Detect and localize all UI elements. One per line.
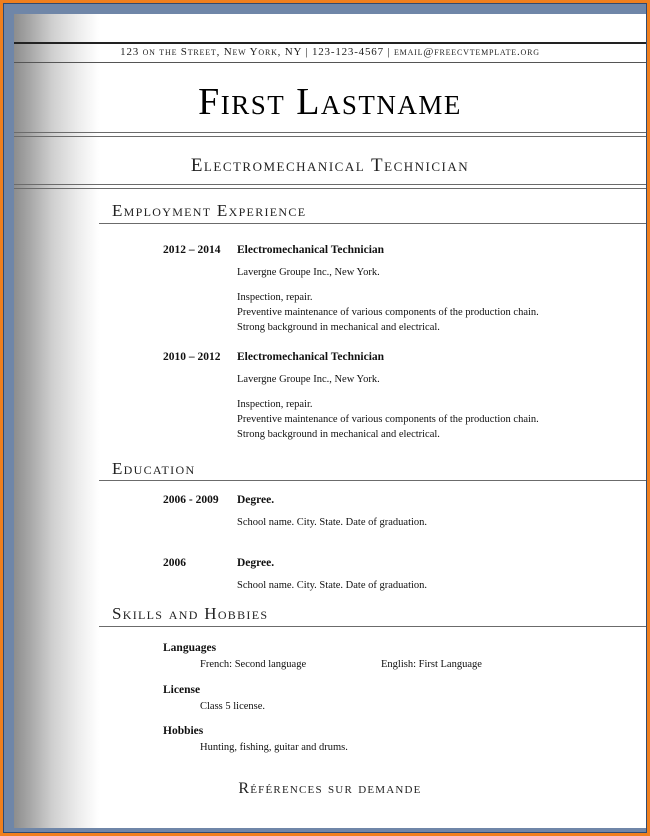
education-details: School name. City. State. Date of graduation. <box>237 580 428 591</box>
job-company: Lavergne Groupe Inc., New York. <box>237 374 380 385</box>
license-value: Class 5 license. <box>200 701 266 712</box>
job-duty: Preventive maintenance of various components of the production chain. <box>237 307 539 318</box>
references-note: Références sur demande <box>238 780 422 797</box>
license-label: License <box>163 684 201 696</box>
job-role: Electromechanical Technician <box>237 244 385 256</box>
education-degree: Degree. <box>237 557 275 569</box>
name-rule-top <box>14 132 646 133</box>
document-frame <box>3 3 647 833</box>
hobbies-label: Hobbies <box>163 725 204 737</box>
job-dates: 2010 – 2012 <box>163 351 221 363</box>
job-role: Electromechanical Technician <box>237 351 385 363</box>
resume-page <box>14 14 646 828</box>
candidate-name: First Lastname <box>198 81 462 123</box>
job-duty: Preventive maintenance of various components of the production chain. <box>237 414 539 425</box>
education-details: School name. City. State. Date of graduation. <box>237 517 428 528</box>
language-item: English: First Language <box>381 659 482 670</box>
job-duty: Inspection, repair. <box>237 292 313 303</box>
job-dates: 2012 – 2014 <box>163 244 221 256</box>
title-rule-top <box>14 184 646 185</box>
title-rule-bottom <box>14 188 646 189</box>
languages-label: Languages <box>163 642 217 654</box>
education-dates: 2006 <box>163 557 186 569</box>
education-dates: 2006 - 2009 <box>163 494 219 506</box>
education-rule <box>99 480 646 481</box>
education-heading: Education <box>112 459 196 478</box>
job-duty: Strong background in mechanical and electrical. <box>237 429 440 440</box>
employment-rule <box>99 223 646 224</box>
skills-rule <box>99 626 646 627</box>
job-title: Electromechanical Technician <box>190 155 470 176</box>
hobbies-value: Hunting, fishing, guitar and drums. <box>200 742 348 753</box>
education-degree: Degree. <box>237 494 275 506</box>
job-company: Lavergne Groupe Inc., New York. <box>237 267 380 278</box>
header-top-rule <box>14 42 646 44</box>
job-duty: Inspection, repair. <box>237 399 313 410</box>
language-item: French: Second language <box>200 659 307 670</box>
job-duty: Strong background in mechanical and electrical. <box>237 322 440 333</box>
contact-line: 123 on the Street, New York, NY | 123-123-4567 | email@freecvtemplate.org <box>120 46 540 58</box>
name-rule-bottom <box>14 136 646 137</box>
header-contact-rule <box>14 62 646 63</box>
skills-heading: Skills and Hobbies <box>112 604 269 623</box>
employment-heading: Employment Experience <box>112 201 307 220</box>
